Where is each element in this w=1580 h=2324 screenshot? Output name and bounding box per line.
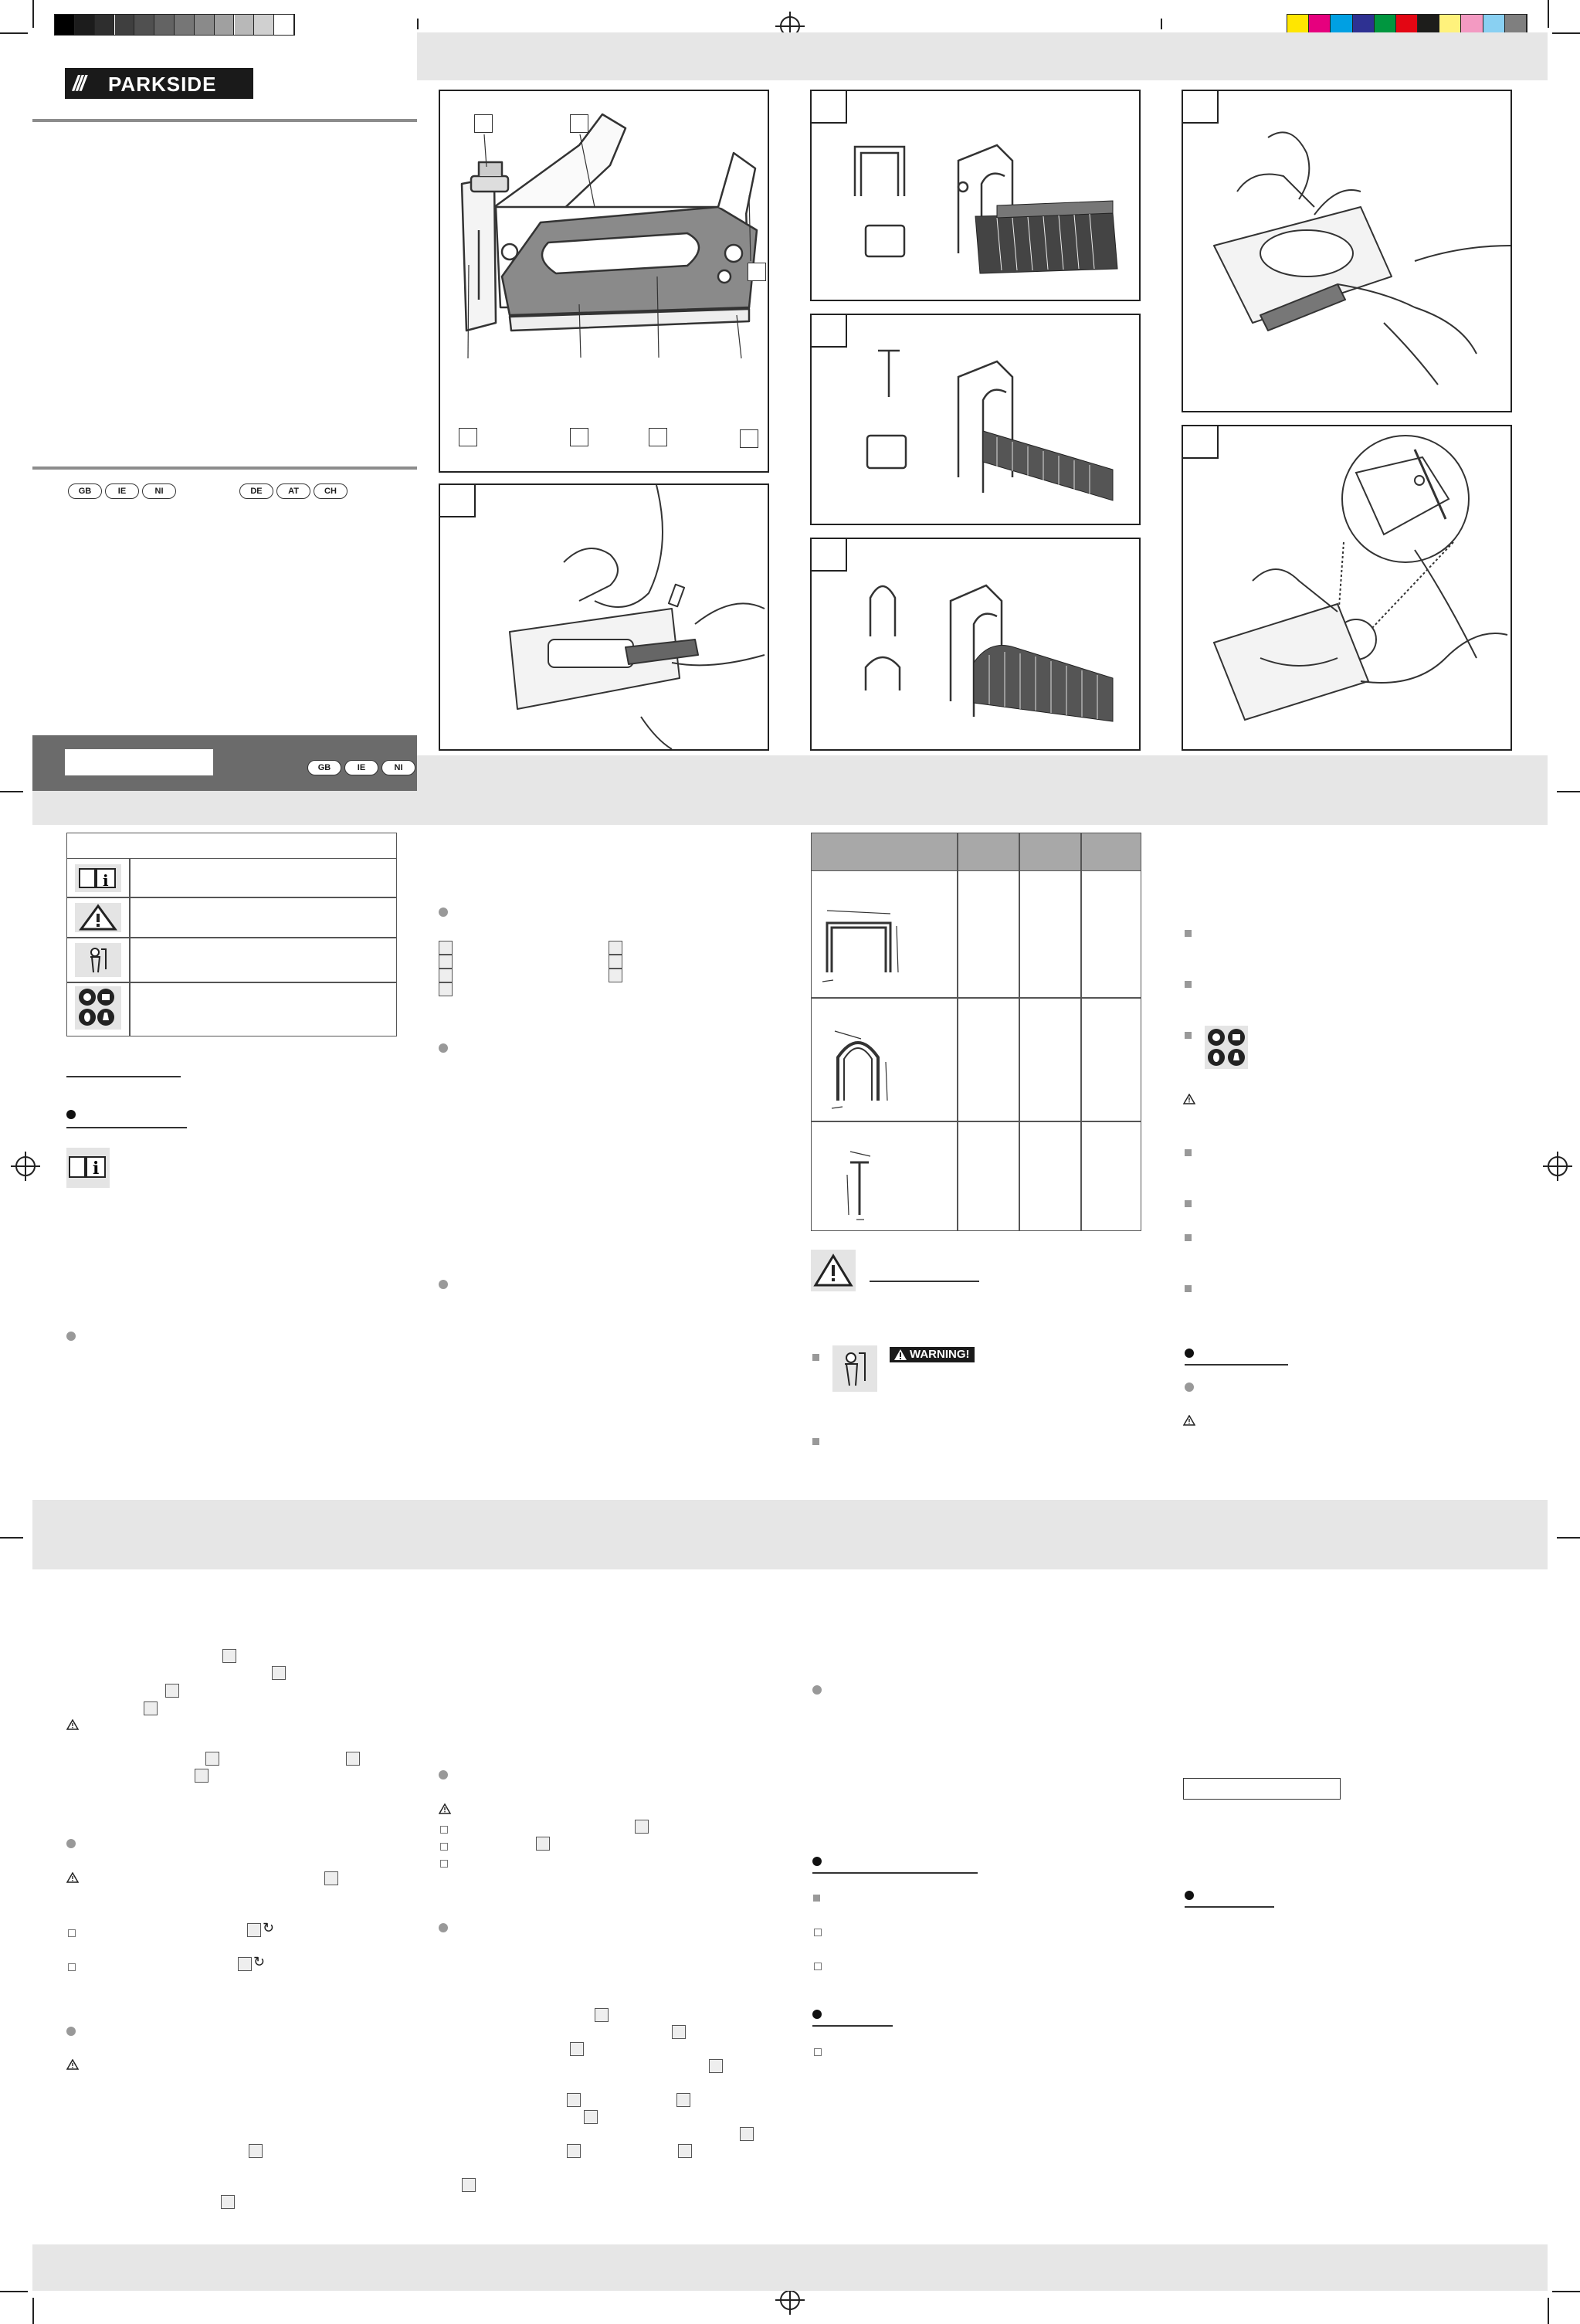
loading-hands-drawing — [440, 485, 768, 749]
figure-round-staples — [810, 538, 1141, 751]
crop-mark — [1552, 2291, 1580, 2292]
callout-box — [222, 1649, 236, 1663]
section-bullet — [66, 1332, 76, 1341]
list-bullet — [812, 1354, 819, 1361]
crop-mark — [1548, 0, 1549, 28]
figure-number-tab — [440, 485, 476, 517]
crop-mark — [1552, 32, 1580, 34]
section-bullet — [439, 1043, 448, 1053]
staple-type-flat-icon — [816, 880, 901, 988]
section-bullet — [439, 1770, 448, 1779]
warning-triangle-icon — [66, 1872, 79, 1883]
crop-mark — [1161, 19, 1162, 29]
callout-box — [462, 2178, 476, 2192]
list-bullet — [440, 1843, 448, 1851]
logo-slashes: /// — [73, 71, 84, 95]
list-bullet — [814, 1929, 822, 1936]
section-bullet — [812, 2010, 822, 2019]
callout-box — [609, 941, 622, 955]
crop-mark — [32, 0, 34, 28]
figure-number-tab — [1183, 91, 1219, 124]
list-bullet — [440, 1826, 448, 1834]
callout-box — [748, 263, 766, 281]
warning-triangle-icon — [75, 903, 121, 932]
list-bullet — [1185, 981, 1192, 988]
symbol-table-header — [67, 833, 396, 859]
callout-box — [459, 428, 477, 446]
callout-box — [676, 2093, 690, 2107]
list-bullet — [1185, 1234, 1192, 1241]
crop-mark — [0, 32, 28, 34]
cover-white-label-box — [65, 749, 213, 775]
list-bullet — [814, 2048, 822, 2056]
callout-box — [439, 941, 453, 955]
callout-box — [536, 1837, 550, 1851]
figure-loading-staples — [439, 483, 769, 751]
round-staple-drawing — [812, 539, 1139, 749]
section-bullet — [1185, 1349, 1194, 1358]
callout-box — [609, 969, 622, 982]
section-bullet — [1185, 1383, 1194, 1392]
list-bullet — [1185, 1285, 1192, 1292]
crop-mark — [32, 2298, 34, 2324]
registration-mark-right — [1548, 1156, 1568, 1176]
top-grey-band — [417, 32, 1548, 80]
country-badges-left — [68, 483, 179, 499]
text-underline — [812, 1872, 978, 1874]
cover-divider-top — [32, 119, 417, 122]
warning-triangle-icon — [811, 1250, 856, 1291]
section-bullet — [66, 2027, 76, 2036]
warning-label — [890, 1347, 975, 1362]
bottom-grey-band — [32, 2244, 1548, 2291]
figure-number-tab — [812, 315, 847, 348]
mid-grey-band-1b — [32, 791, 417, 825]
callout-box — [249, 2144, 263, 2158]
section-bullet — [66, 1839, 76, 1848]
callout-box — [195, 1769, 209, 1783]
flat-staple-drawing — [812, 91, 1139, 300]
country-badge: IE — [344, 760, 378, 775]
logo-text: PARKSIDE — [108, 73, 217, 96]
staple-type-round-icon — [816, 1008, 901, 1116]
nail-drawing — [812, 315, 1139, 524]
svg-text:i: i — [103, 871, 109, 890]
section-bullet — [812, 1685, 822, 1695]
color-swatch — [134, 15, 154, 35]
crop-mark — [1557, 791, 1580, 792]
protective-equipment-icon — [75, 986, 121, 1030]
warning-triangle-icon — [439, 1803, 451, 1814]
country-badge: AT — [276, 483, 310, 499]
crop-mark — [0, 2291, 28, 2292]
warning-triangle-icon — [1183, 1415, 1195, 1426]
figure-nails — [810, 314, 1141, 525]
callout-box — [247, 1923, 261, 1937]
figure-number-tab — [812, 539, 847, 572]
section-bullet — [812, 1857, 822, 1866]
callout-box — [635, 1820, 649, 1834]
callout-box — [584, 2110, 598, 2124]
color-swatch — [215, 15, 235, 35]
text-underline — [1185, 1906, 1274, 1908]
warning-triangle-icon — [1183, 1094, 1195, 1104]
callout-box — [221, 2195, 235, 2209]
callout-box — [238, 1957, 252, 1971]
warning-triangle-icon — [66, 2059, 79, 2070]
crop-mark — [0, 1537, 23, 1539]
list-bullet — [813, 1895, 820, 1902]
country-badge: DE — [239, 483, 273, 499]
mid-grey-band-2 — [32, 1500, 1548, 1569]
callout-box — [672, 2025, 686, 2039]
text-underline — [1185, 1364, 1288, 1366]
section-bullet — [1185, 1891, 1194, 1900]
book-info-icon — [75, 864, 121, 892]
country-badge: GB — [307, 760, 341, 775]
list-bullet — [814, 1963, 822, 1970]
list-bullet — [1185, 1032, 1192, 1039]
country-badge: GB — [68, 483, 102, 499]
list-bullet — [1185, 1200, 1192, 1207]
warning-triangle-icon — [893, 1349, 907, 1361]
country-badges-bottom — [307, 760, 419, 775]
child-warning-icon — [832, 1345, 877, 1392]
rotate-icon: ↻ — [253, 1954, 266, 1969]
color-swatch — [55, 15, 75, 35]
brand-logo — [65, 68, 253, 99]
opening-hands-drawing — [1183, 91, 1510, 411]
callout-box — [567, 2144, 581, 2158]
color-swatch — [75, 15, 95, 35]
greyscale-bar — [54, 14, 295, 36]
callout-box — [474, 114, 493, 133]
section-bullet — [66, 1110, 76, 1119]
list-bullet — [812, 1438, 819, 1445]
callout-box — [165, 1684, 179, 1698]
figure-number-tab — [812, 91, 847, 124]
list-bullet — [1185, 930, 1192, 937]
text-underline — [66, 1076, 181, 1077]
color-swatch — [235, 15, 255, 35]
callout-box — [570, 114, 588, 133]
callout-box — [324, 1871, 338, 1885]
crop-mark — [1548, 2298, 1549, 2324]
symbol-table — [66, 833, 397, 1036]
callout-box — [439, 969, 453, 982]
section-bullet — [439, 1280, 448, 1289]
figure-flat-staples — [810, 90, 1141, 301]
book-info-icon — [66, 1148, 110, 1188]
color-swatch — [95, 15, 115, 35]
callout-box — [740, 429, 758, 448]
rotate-icon: ↻ — [263, 1920, 275, 1936]
staple-type-table — [811, 833, 1141, 1231]
crop-mark — [0, 791, 23, 792]
figure-stapler-overview — [439, 90, 769, 473]
symbol-table-divider — [129, 858, 131, 1036]
staple-type-nail-icon — [816, 1128, 901, 1226]
country-badge: NI — [381, 760, 415, 775]
callout-box — [439, 982, 453, 996]
svg-text:i: i — [93, 1159, 100, 1179]
detail-drawing — [1183, 426, 1510, 749]
callout-box — [709, 2059, 723, 2073]
section-bullet — [439, 908, 448, 917]
callout-box — [346, 1752, 360, 1766]
figure-number-tab — [1183, 426, 1219, 459]
warning-text: WARNING! — [910, 1348, 970, 1361]
stapler-drawing — [440, 91, 768, 471]
callout-box — [272, 1666, 286, 1680]
list-bullet — [68, 1929, 76, 1937]
list-bullet — [440, 1860, 448, 1868]
text-underline — [66, 1127, 187, 1128]
callout-box — [439, 955, 453, 969]
callout-box — [609, 955, 622, 969]
color-swatch — [115, 15, 135, 35]
country-badge: NI — [142, 483, 176, 499]
color-swatch — [274, 15, 294, 35]
figure-opening-magazine — [1182, 90, 1512, 412]
registration-mark-bottom — [780, 2290, 800, 2310]
cover-divider-bottom — [32, 466, 417, 470]
callout-box — [144, 1701, 158, 1715]
child-warning-icon — [75, 943, 121, 977]
callout-box — [595, 2008, 609, 2022]
color-swatch — [154, 15, 175, 35]
callout-box — [649, 428, 667, 446]
color-swatch — [175, 15, 195, 35]
protective-equipment-icon — [1205, 1026, 1248, 1069]
mid-grey-band-1 — [417, 755, 1548, 825]
callout-box — [205, 1752, 219, 1766]
crop-mark — [1557, 1537, 1580, 1539]
text-underline — [870, 1281, 979, 1282]
text-underline — [812, 2025, 893, 2027]
registration-mark-left — [15, 1156, 36, 1176]
list-bullet — [1185, 1149, 1192, 1156]
country-badge: CH — [314, 483, 348, 499]
list-bullet — [68, 1963, 76, 1971]
crop-mark — [417, 19, 419, 29]
callout-box — [567, 2093, 581, 2107]
color-swatch — [254, 15, 274, 35]
color-swatch — [195, 15, 215, 35]
callout-box — [570, 428, 588, 446]
country-badge: IE — [105, 483, 139, 499]
address-box — [1183, 1778, 1341, 1800]
warning-triangle-icon — [66, 1719, 79, 1730]
section-bullet — [439, 1923, 448, 1932]
callout-box — [678, 2144, 692, 2158]
callout-box — [740, 2127, 754, 2141]
callout-box — [570, 2042, 584, 2056]
staple-table-header — [812, 833, 1141, 871]
figure-nozzle-detail — [1182, 425, 1512, 751]
country-badges-right — [239, 483, 351, 499]
